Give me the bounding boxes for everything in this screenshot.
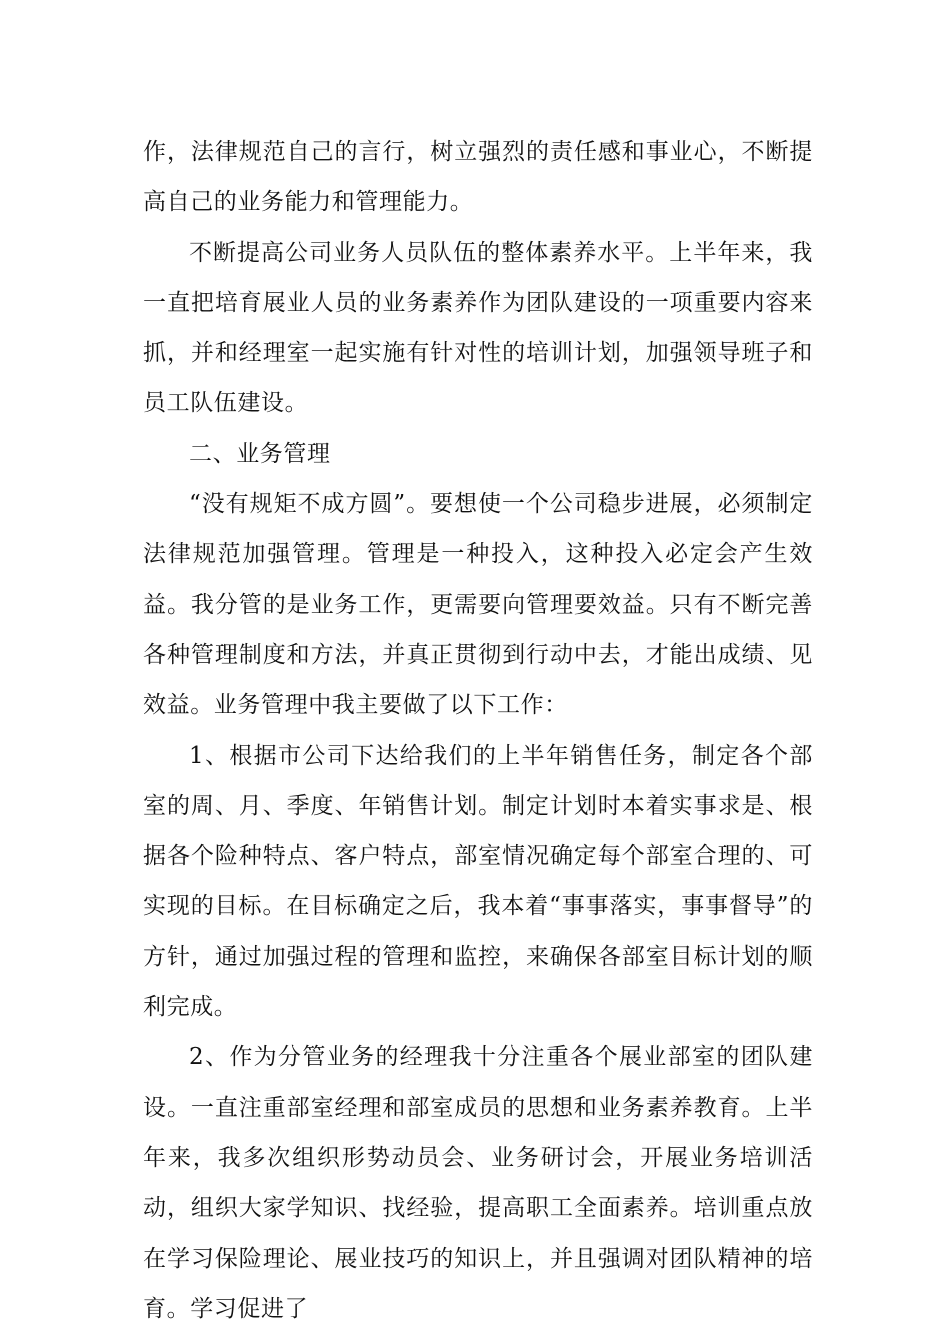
document-body bbox=[143, 127, 813, 1334]
section-heading: 二、业务管理 bbox=[189, 440, 331, 467]
paragraph-3: “没有规矩不成方圆”。要想使一个公司稳步进展，必须制定法律规范加强管理。管理是一种投入，这种投入必定会产生效益。我分管的是业务工作，更需要向管理要效益。只有不断完善各种管理制度和方法，并真正贯彻到行动中去，才能出成绩、见效益。业务管理中我主要做了以下工作： bbox=[143, 491, 813, 719]
paragraph-4: 1、根据市公司下达给我们的上半年销售任务，制定各个部室的周、月、季度、年销售计划。制定计划时本着实事求是、根据各个险种特点、客户特点，部室情况确定每个部室合理的、可实现的目标。在目标确定之后，我本着“事事落实，事事督导”的方针，通过加强过程的管理和监控，来确保各部室目标计划的顺利完成。 bbox=[143, 742, 813, 1021]
paragraph-2: 不断提高公司业务人员队伍的整体素养水平。上半年来，我一直把培育展业人员的业务素养作为团队建设的一项重要内容来抓，并和经理室一起实施有针对性的培训计划，加强领导班子和员工队伍建设。 bbox=[143, 239, 813, 417]
paragraph-5: 2、作为分管业务的经理我十分注重各个展业部室的团队建设。一直注重部室经理和部室成员的思想和业务素养教育。上半年来，我多次组织形势动员会、业务研讨会，开展业务培训活动，组织大家学知识、找经验，提高职工全面素养。培训重点放在学习保险理论、展业技巧的知识上，并且强调对团队精神的培育。学习促进了 bbox=[143, 1044, 813, 1322]
paragraph-1: 作，法律规范自己的言行，树立强烈的责任感和事业心，不断提高自己的业务能力和管理能力。 bbox=[143, 139, 813, 216]
